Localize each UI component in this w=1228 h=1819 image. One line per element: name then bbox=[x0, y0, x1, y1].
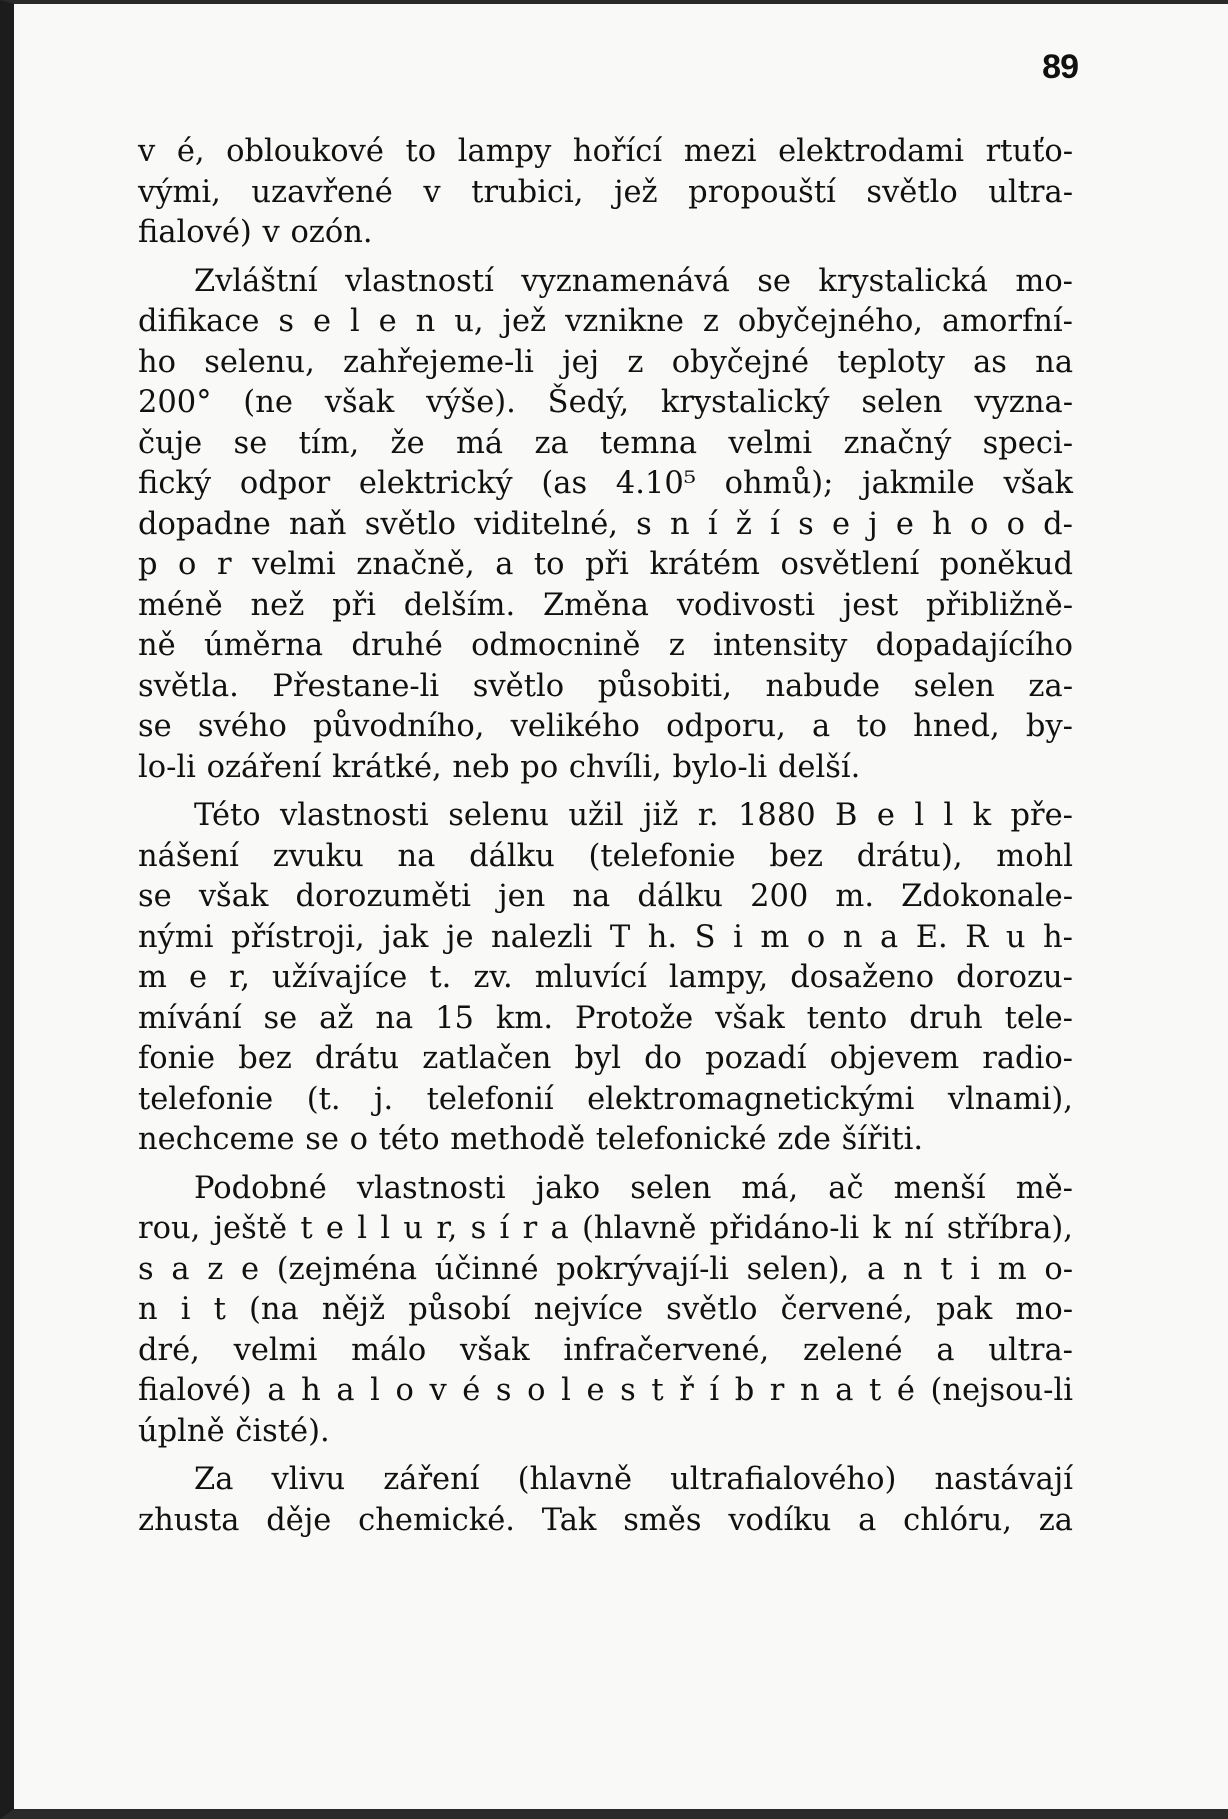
text-line: n i t (na nějž působí nejvíce světlo červené, pak mo- bbox=[138, 1292, 1073, 1327]
text-line: fialové) a h a l o v é s o l e s t ř í b r n a t é (nejsou-li bbox=[138, 1373, 1073, 1408]
text-line: telefonie (t. j. telefonií elektromagnetickými vlnami), bbox=[138, 1081, 1073, 1117]
text-line: dré, velmi málo však infračervené, zelené a ultra- bbox=[138, 1332, 1073, 1368]
text-line: difikace s e l e n u, jež vznikne z obyčejného, amorfní- bbox=[138, 304, 1073, 339]
text-line: lo-li ozáření krátké, neb po chvíli, bylo-li delší. bbox=[138, 749, 861, 785]
paragraph bbox=[138, 1169, 1073, 1453]
text-line: se však dorozuměti jen na dálku 200 m. Zdokonale- bbox=[138, 879, 1073, 914]
body-text bbox=[138, 132, 1073, 1541]
text-line: ně úměrna druhé odmocnině z intensity dopadajícího bbox=[138, 628, 1073, 663]
text-line: vými, uzavřené v trubici, jež propouští světlo ultra- bbox=[138, 174, 1073, 210]
text-line: Podobné vlastnosti jako selen má, ač menší mě- bbox=[194, 1170, 1073, 1206]
text-line: p o r velmi značně, a to při krátém osvětlení poněkud bbox=[138, 547, 1073, 582]
text-line: nechceme se o této methodě telefonické zde šířiti. bbox=[138, 1122, 924, 1157]
text-line: Za vlivu záření (hlavně ultrafialového) nastávají bbox=[194, 1462, 1073, 1497]
text-line: dopadne naň světlo viditelné, s n í ž í s e j e h o o d- bbox=[138, 506, 1073, 542]
page-number: 89 bbox=[1042, 48, 1078, 86]
text-line: zhusta děje chemické. Tak směs vodíku a chlóru, za bbox=[138, 1502, 1073, 1538]
text-line: fonie bez drátu zatlačen byl do pozadí objevem radio- bbox=[138, 1041, 1073, 1076]
text-line: mívání se až na 15 km. Protože však tento druh tele- bbox=[138, 1000, 1073, 1036]
text-line: ho selenu, zahřejeme-li jej z obyčejné teploty as na bbox=[138, 344, 1073, 380]
text-line: fický odpor elektrický (as 4.10⁵ ohmů); jakmile však bbox=[138, 466, 1073, 501]
text-line: čuje se tím, že má za temna velmi značný speci- bbox=[138, 425, 1073, 461]
paragraph bbox=[138, 262, 1073, 789]
text-line: rou, ještě t e l l u r, s í r a (hlavně přidáno-li k ní stříbra), bbox=[138, 1211, 1073, 1246]
text-line: méně než při delším. Změna vodivosti jest přibližně- bbox=[138, 587, 1073, 623]
paragraph bbox=[138, 796, 1073, 1161]
text-line: nášení zvuku na dálku (telefonie bez drátu), mohl bbox=[138, 838, 1073, 874]
text-line: úplně čisté). bbox=[138, 1413, 330, 1449]
text-line: světla. Přestane-li světlo působiti, nabude selen za- bbox=[138, 668, 1073, 704]
text-line: 200° (ne však výše). Šedý, krystalický selen vyzna- bbox=[138, 385, 1073, 420]
text-line: nými přístroji, jak je nalezli T h. S i m o n a E. R u h- bbox=[138, 919, 1073, 955]
text-line: fialové) v ozón. bbox=[138, 215, 373, 250]
text-line: m e r, užívajíce t. zv. mluvící lampy, dosaženo dorozu- bbox=[138, 960, 1073, 995]
text-line: se svého původního, velikého odporu, a to hned, by- bbox=[138, 709, 1073, 744]
text-line: s a z e (zejména účinné pokrývají-li selen), a n t i m o- bbox=[138, 1251, 1073, 1287]
paragraph bbox=[138, 1460, 1073, 1541]
paragraph bbox=[138, 132, 1073, 254]
text-line: Této vlastnosti selenu užil již r. 1880 B e l l k pře- bbox=[194, 798, 1073, 833]
text-line: v é, obloukové to lampy hořící mezi elektrodami rtuťo- bbox=[138, 134, 1073, 169]
text-line: Zvláštní vlastností vyznamenává se krystalická mo- bbox=[194, 263, 1073, 299]
